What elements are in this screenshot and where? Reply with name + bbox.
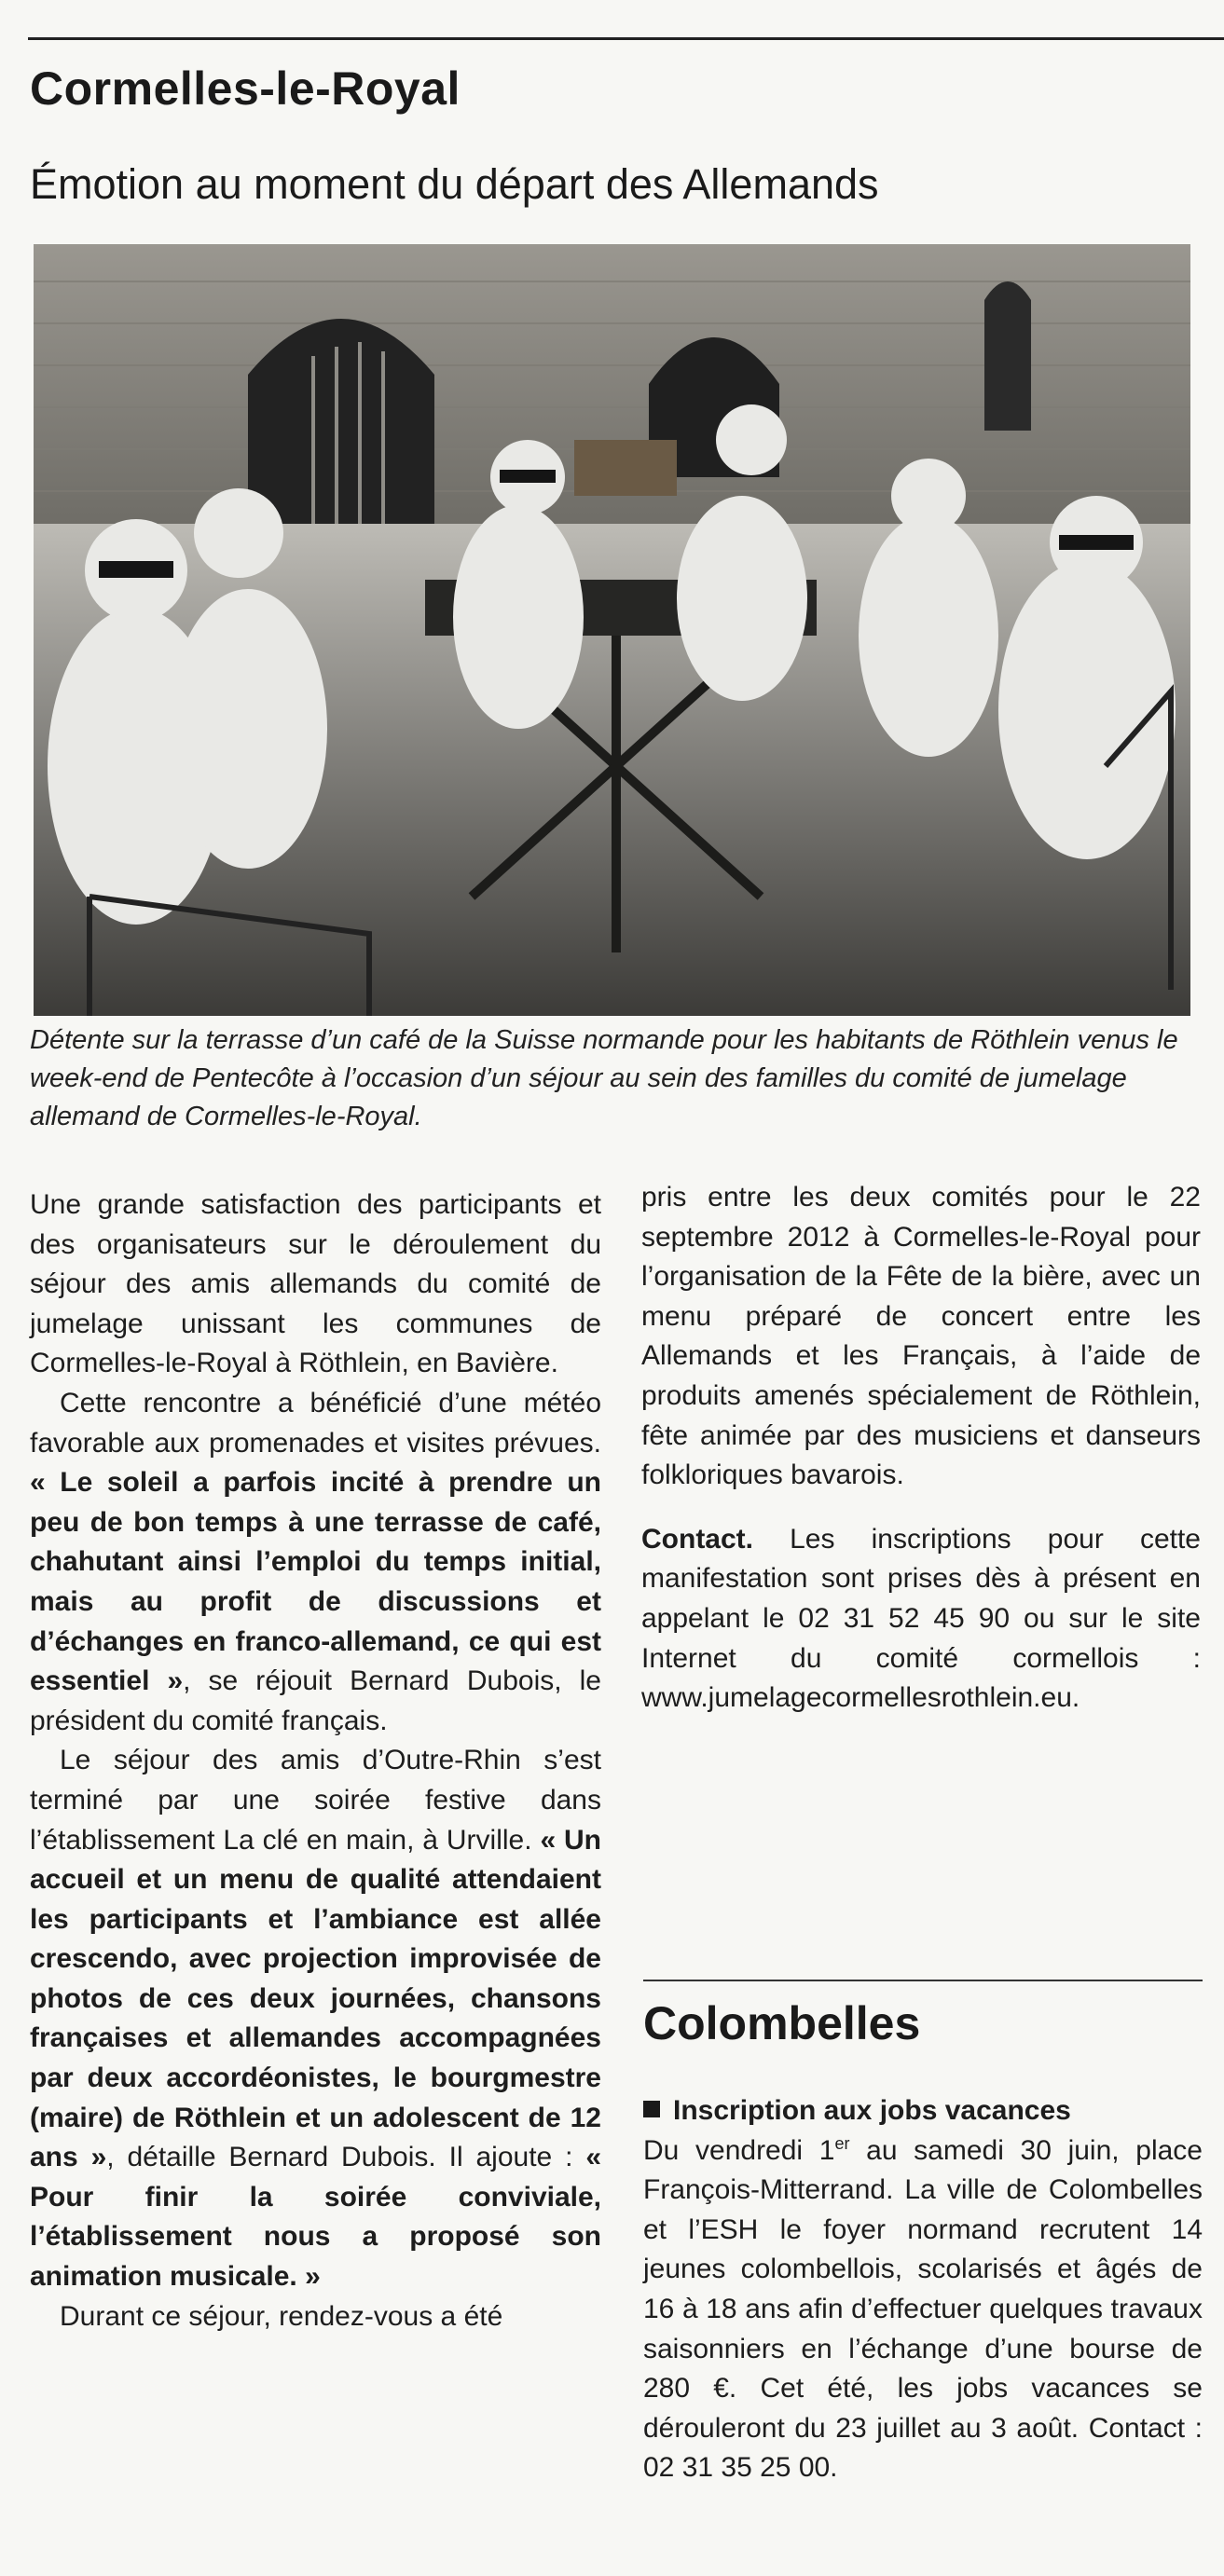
paragraph-weather-intro: Cette rencontre a bénéficié d’une météo favorable aux promenades et visites prévues. <box>30 1387 601 1459</box>
colombelles-title: Colombelles <box>643 1997 921 2049</box>
paragraph-intro: Une grande satisfaction des participants et des organisateurs sur le déroulement du séjour des amis allemands du comité de jumelage unissant les communes de Cormelles-le-Royal à Röthlein, en Bavière. <box>30 1189 601 1379</box>
article-photo <box>34 244 1190 1016</box>
colombelles-brief <box>643 2091 1203 2488</box>
paragraph-evening-mid: , détaille Bernard Dubois. Il ajoute : <box>106 2142 586 2173</box>
brief-heading <box>643 2091 1203 2131</box>
paragraph-weather <box>30 1384 601 1741</box>
brief-text <box>643 2131 1203 2488</box>
paragraph-meeting-start: Durant ce séjour, rendez-vous a été <box>60 2300 503 2332</box>
paragraph-weather-end: , se réjouit Bernard Dubois, le président du comité français. <box>30 1665 601 1736</box>
top-rule <box>28 37 1224 40</box>
photo-terrace-cafe-icon <box>34 244 1190 1016</box>
bullet-square-icon <box>643 2101 660 2117</box>
brief-title: Inscription aux jobs vacances <box>673 2095 1071 2126</box>
contact-paragraph <box>641 1520 1201 1719</box>
rubric-title: Cormelles-le-Royal <box>30 62 461 115</box>
section-separator <box>643 1980 1203 1981</box>
brief-text-a: Du vendredi 1 <box>643 2134 835 2166</box>
quote-closing: « Pour finir la soirée conviviale, l’établissement nous a proposé son animation musicale. » <box>30 2142 601 2293</box>
brief-text-sup: er <box>834 2133 850 2153</box>
paragraph-meeting-cont: pris entre les deux comités pour le 22 septembre 2012 à Cormelles-le-Royal pour l’organisation de la Fête de la bière, avec un menu préparé de concert entre les Allemands et les Français, à l’aide de produits amenés spécialement de Röthlein, fête animée par des musiciens et danseurs folkloriques bavarois. <box>641 1182 1201 1491</box>
article-column-left <box>30 1185 601 2336</box>
article-column-right <box>641 1178 1201 1719</box>
quote-evening: « Un accueil et un menu de qualité attendaient les participants et l’ambiance est allée crescendo, avec projection improvisée de photos de ces deux journées, chansons françaises et allemandes accompagnées par deux accordéonistes, le bourgmestre (maire) de Röthlein et un adolescent de 12 ans » <box>30 1824 601 2173</box>
article-headline: Émotion au moment du départ des Allemands <box>30 160 879 208</box>
paragraph-evening-intro: Le séjour des amis d’Outre-Rhin s’est terminé par une soirée festive dans l’établissement La clé en main, à Urville. <box>30 1745 601 1856</box>
contact-text: Les inscriptions pour cette manifestation sont prises dès à présent en appelant le 02 31 52 45 90 ou sur le site Internet du comité cormellois : www.jumelagecormellesrothlein.eu. <box>641 1523 1201 1714</box>
quote-weather: « Le soleil a parfois incité à prendre un peu de bon temps à une terrasse de café, chahutant ainsi l’emploi du temps initial, mais au profit de discussions et d’échanges en franco-allemand, ce qui est essentiel » <box>30 1467 601 1697</box>
contact-label: Contact. <box>641 1523 753 1555</box>
paragraph-evening <box>30 1741 601 2296</box>
photo-caption: Détente sur la terrasse d’un café de la Suisse normande pour les habitants de Röthlein venus le week-end de Pentecôte à l’occasion d’un séjour au sein des familles du comité de jumelage allemand de Cormelles-le-Royal. <box>30 1025 1178 1131</box>
brief-text-b: au samedi 30 juin, place François-Mitterrand. La ville de Colombelles et l’ESH le foyer normand recrutent 14 jeunes colombellois, scolarisés et âgés de 16 à 18 ans afin d’effectuer quelques travaux saisonniers en l’échange d’une bourse de 280 €. Cet été, les jobs vacances se dérouleront du 23 juillet au 3 août. Contact : 02 31 35 25 00. <box>643 2134 1203 2484</box>
